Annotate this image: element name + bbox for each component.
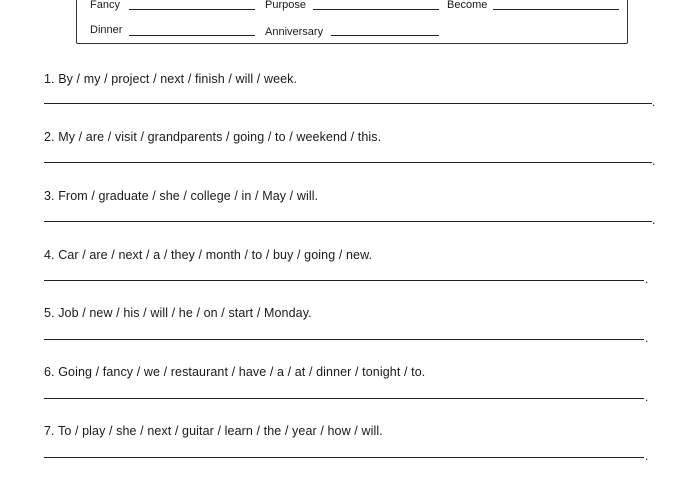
word-bank-word: Anniversary xyxy=(265,26,324,38)
question-2: 2. My / are / visit / grandparents / going / to / weekend / this. xyxy=(44,130,382,144)
question-1: 1. By / my / project / next / finish / will / week. xyxy=(44,72,298,86)
answer-end-mark-6: . xyxy=(645,390,649,404)
question-5: 5. Job / new / his / will / he / on / start / Monday. xyxy=(44,306,312,320)
answer-end-mark-4: . xyxy=(645,272,649,286)
answer-end-mark-5: . xyxy=(645,331,649,345)
answer-end-mark-2: . xyxy=(652,154,656,168)
answer-line-2[interactable] xyxy=(44,162,652,163)
answer-end-mark-1: . xyxy=(652,95,656,109)
question-4: 4. Car / are / next / a / they / month / to / buy / going / new. xyxy=(44,248,373,262)
answer-line-4[interactable] xyxy=(44,280,644,281)
answer-end-mark-3: . xyxy=(652,213,656,227)
word-bank-blank[interactable] xyxy=(331,35,439,36)
word-bank-word: Dinner xyxy=(90,24,123,36)
question-6: 6. Going / fancy / we / restaurant / have / a / at / dinner / tonight / to. xyxy=(44,365,426,379)
answer-line-5[interactable] xyxy=(44,339,644,340)
word-bank-box xyxy=(76,0,628,44)
question-7: 7. To / play / she / next / guitar / learn / the / year / how / will. xyxy=(44,424,383,438)
word-bank-blank[interactable] xyxy=(129,9,255,10)
word-bank-blank[interactable] xyxy=(313,9,439,10)
answer-line-1[interactable] xyxy=(44,103,652,104)
answer-line-7[interactable] xyxy=(44,457,644,458)
word-bank-blank[interactable] xyxy=(493,9,619,10)
answer-end-mark-7: . xyxy=(645,449,649,463)
answer-line-3[interactable] xyxy=(44,221,652,222)
word-bank-word: Become xyxy=(447,0,488,11)
word-bank-word: Purpose xyxy=(265,0,306,11)
question-3: 3. From / graduate / she / college / in / May / will. xyxy=(44,189,319,203)
word-bank-blank[interactable] xyxy=(129,35,255,36)
word-bank-word: Fancy xyxy=(90,0,120,11)
answer-line-6[interactable] xyxy=(44,398,644,399)
